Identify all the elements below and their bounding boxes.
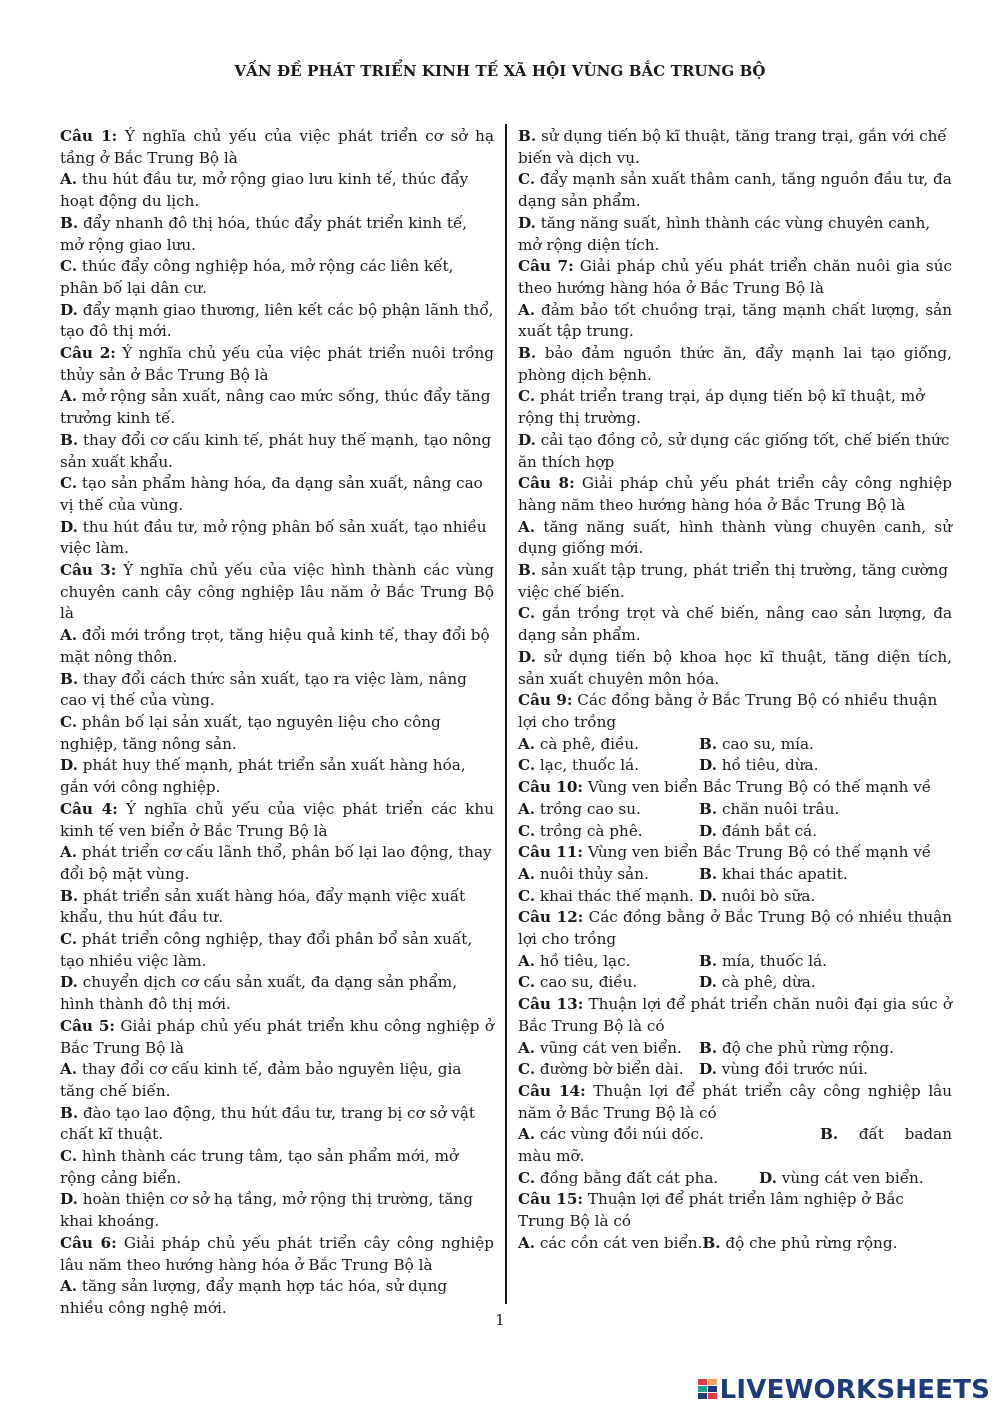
option-letter-d: D. <box>759 1168 777 1187</box>
option-letter-d: D. <box>60 1190 78 1209</box>
option-c[interactable]: phát triển trang trại, áp dụng tiến bộ kĩ thuật, mở rộng thị trường. <box>518 387 925 428</box>
option-letter-b: B. <box>60 886 79 905</box>
option-c[interactable]: phân bố lại sản xuất, tạo nguyên liệu cho công nghiệp, tăng nông sản. <box>60 712 441 753</box>
option-letter-a: A. <box>60 170 78 189</box>
question-stem: Thuận lợi để phát triển lâm nghiệp ở Bắc Trung Bộ là có <box>518 1190 904 1231</box>
question-label: Câu 13: <box>518 995 584 1014</box>
option-b[interactable]: đẩy nhanh đô thị hóa, thúc đẩy phát triển kinh tế, mở rộng giao lưu. <box>60 213 468 254</box>
option-letter-d: D. <box>699 821 717 840</box>
option-letter-a: A. <box>60 626 78 645</box>
option-letter-c: C. <box>60 257 78 276</box>
option-a-text: hồ tiêu, lạc. <box>535 951 631 970</box>
option-letter-d: D. <box>60 517 78 536</box>
option-c[interactable]: gắn trồng trọt và chế biến, nâng cao sản lượng, đa dạng sản phẩm. <box>518 604 952 645</box>
option-b[interactable] <box>820 1124 952 1146</box>
option-letter-c: C. <box>518 973 536 992</box>
option-b[interactable]: sử dụng tiến bộ kĩ thuật, tăng trang trại, gắn với chế biến và dịch vụ. <box>518 127 947 167</box>
option-letter-d: D. <box>699 1060 717 1079</box>
option-a-text: vũng cát ven biển. <box>535 1038 682 1057</box>
option-letter-a: A. <box>518 1125 536 1144</box>
option-b[interactable] <box>699 734 814 756</box>
question-label: Câu 4: <box>60 799 118 818</box>
option-c-text: khai thác thế mạnh. <box>535 886 694 905</box>
option-letter-b: B. <box>518 344 537 363</box>
option-letter-d: D. <box>699 756 717 775</box>
question-stem: Ý nghĩa chủ yếu của việc phát triển nuôi trồng thủy sản ở Bắc Trung Bộ là <box>60 344 494 384</box>
question-2 <box>60 343 494 560</box>
question-3 <box>60 560 494 799</box>
option-letter-c: C. <box>518 604 536 623</box>
option-letter-c: C. <box>518 756 536 775</box>
option-a[interactable]: phát triển cơ cấu lãnh thổ, phân bố lại lao động, thay đổi bộ mặt vùng. <box>60 843 492 883</box>
question-label: Câu 8: <box>518 474 575 493</box>
option-c[interactable] <box>518 755 699 777</box>
question-stem: Vùng ven biển Bắc Trung Bộ có thế mạnh về <box>583 778 932 797</box>
question-6-continued <box>518 126 952 256</box>
option-a-text: các vùng đồi núi dốc. <box>535 1125 704 1144</box>
option-a[interactable]: đổi mới trồng trọt, tăng hiệu quả kinh tế, thay đổi bộ mặt nông thôn. <box>60 626 490 666</box>
option-letter-d: D. <box>699 973 717 992</box>
question-stem: Giải pháp chủ yếu phát triển chăn nuôi gia súc theo hướng hàng hóa ở Bắc Trung Bộ là <box>518 257 952 297</box>
liveworksheets-logo[interactable] <box>698 1375 990 1405</box>
option-letter-a: A. <box>60 843 78 862</box>
option-c[interactable]: phát triển công nghiệp, thay đổi phân bổ sản xuất, tạo nhiều việc làm. <box>60 930 473 970</box>
option-letter-c: C. <box>60 712 78 731</box>
option-c[interactable] <box>518 972 699 994</box>
option-a[interactable]: mở rộng sản xuất, nâng cao mức sống, thúc đẩy tăng trưởng kinh tế. <box>60 387 491 428</box>
option-letter-b: B. <box>702 1233 721 1252</box>
option-letter-b: B. <box>699 799 718 818</box>
option-letter-d: D. <box>60 756 78 775</box>
option-d[interactable]: cải tạo đồng cỏ, sử dụng các giống tốt, chế biến thức ăn thích hợp <box>518 430 950 471</box>
option-letter-a: A. <box>60 1277 78 1296</box>
option-c[interactable]: tạo sản phẩm hàng hóa, đa dạng sản xuất, nâng cao vị thế của vùng. <box>60 474 483 514</box>
option-b[interactable] <box>699 951 827 973</box>
option-a[interactable]: thay đổi cơ cấu kinh tế, đảm bảo nguyên liệu, gia tăng chế biến. <box>60 1060 462 1100</box>
option-d[interactable] <box>699 821 817 843</box>
question-1 <box>60 126 494 343</box>
option-d[interactable] <box>699 755 818 777</box>
option-d[interactable] <box>699 972 816 994</box>
option-letter-b: B. <box>699 1038 718 1057</box>
question-stem: Ý nghĩa chủ yếu của việc phát triển cơ sở hạ tầng ở Bắc Trung Bộ là <box>60 127 494 167</box>
option-b-text: cao su, mía. <box>717 734 814 753</box>
option-b[interactable] <box>702 1234 897 1252</box>
option-letter-c: C. <box>60 474 78 493</box>
option-letter-b: B. <box>518 561 537 580</box>
option-letter-d: D. <box>60 300 78 319</box>
question-9 <box>518 690 952 777</box>
question-15 <box>518 1189 952 1254</box>
option-c[interactable] <box>518 886 699 908</box>
option-b[interactable]: phát triển sản xuất hàng hóa, đẩy mạnh việc xuất khẩu, thu hút đầu tư. <box>60 886 466 927</box>
page-number: 1 <box>495 1311 505 1329</box>
option-letter-d: D. <box>699 886 717 905</box>
option-b-word: badan <box>904 1125 952 1144</box>
option-letter-c: C. <box>518 387 536 406</box>
question-stem: Ý nghĩa chủ yếu của việc hình thành các vùng chuyên canh cây công nghiệp lâu năm ở Bắc Trung Bộ là <box>60 561 494 623</box>
option-b[interactable]: sản xuất tập trung, phát triển thị trường, tăng cường việc chế biến. <box>518 561 949 601</box>
option-b[interactable] <box>699 1038 894 1060</box>
option-d-text: đánh bắt cá. <box>716 821 818 840</box>
question-stem: Các đồng bằng ở Bắc Trung Bộ có nhiều thuận lợi cho trồng <box>518 691 938 731</box>
option-a[interactable]: thu hút đầu tư, mở rộng giao lưu kinh tế, thúc đẩy hoạt động du lịch. <box>60 170 469 211</box>
question-stem: Các đồng bằng ở Bắc Trung Bộ có nhiều thuận lợi cho trồng <box>518 908 953 949</box>
question-12 <box>518 907 952 994</box>
option-b[interactable]: thay đổi cách thức sản xuất, tạo ra việc làm, nâng cao vị thế của vùng. <box>60 669 467 710</box>
option-d-text: nuôi bò sữa. <box>716 886 816 905</box>
option-b-text: khai thác apatit. <box>717 864 848 883</box>
option-letter-a: A. <box>518 799 536 818</box>
option-b-word: đất <box>858 1125 884 1144</box>
option-b[interactable] <box>699 864 848 886</box>
option-d-text: vùng cát ven biển. <box>776 1168 924 1187</box>
option-c-text: đường bờ biển dài. <box>535 1060 684 1079</box>
option-letter-d: D. <box>60 973 78 992</box>
option-a[interactable]: tăng sản lượng, đẩy mạnh hợp tác hóa, sử dụng nhiều công nghệ mới. <box>60 1277 448 1317</box>
option-b[interactable]: đào tạo lao động, thu hút đầu tư, trang bị cơ sở vật chất kĩ thuật. <box>60 1103 476 1144</box>
question-6 <box>60 1233 494 1320</box>
option-d[interactable]: đẩy mạnh giao thương, liên kết các bộ phận lãnh thổ, tạo đô thị mới. <box>60 300 494 341</box>
question-11 <box>518 842 952 907</box>
option-a-text: các cồn cát ven biển. <box>535 1233 703 1252</box>
question-label: Câu 5: <box>60 1016 116 1035</box>
option-b-text: chăn nuôi trâu. <box>717 799 840 818</box>
option-d[interactable] <box>699 886 815 908</box>
question-10 <box>518 777 952 842</box>
option-a[interactable]: tăng năng suất, hình thành vùng chuyên canh, sử dụng giống mới. <box>518 517 952 558</box>
option-c[interactable]: thúc đẩy công nghiệp hóa, mở rộng các liên kết, phân bố lại dân cư. <box>60 257 454 297</box>
option-letter-c: C. <box>60 930 78 949</box>
option-d[interactable]: tăng năng suất, hình thành các vùng chuyên canh, mở rộng diện tích. <box>518 213 931 254</box>
option-c[interactable] <box>518 1168 759 1190</box>
option-letter-b: B. <box>699 951 718 970</box>
question-label: Câu 7: <box>518 257 574 276</box>
question-label: Câu 1: <box>60 127 118 145</box>
option-a[interactable] <box>518 1124 704 1146</box>
option-d-text: vùng đồi trước núi. <box>716 1060 869 1079</box>
option-a[interactable] <box>518 799 699 821</box>
option-c-text: đồng bằng đất cát pha. <box>535 1168 719 1187</box>
question-stem: Thuận lợi để phát triển cây công nghiệp lâu năm ở Bắc Trung Bộ là có <box>518 1081 953 1122</box>
option-d[interactable] <box>759 1168 924 1190</box>
option-a[interactable]: đảm bảo tốt chuồng trại, tăng mạnh chất lượng, sản xuất tập trung. <box>518 300 952 341</box>
option-letter-a: A. <box>518 1038 536 1057</box>
option-letter-a: A. <box>60 1060 78 1079</box>
option-d[interactable]: hoàn thiện cơ sở hạ tầng, mở rộng thị trường, tăng khai khoáng. <box>60 1190 473 1231</box>
question-label: Câu 10: <box>518 778 583 797</box>
question-stem: Ý nghĩa chủ yếu của việc phát triển các khu kinh tế ven biển ở Bắc Trung Bộ là <box>60 799 494 840</box>
question-label: Câu 12: <box>518 908 584 927</box>
option-c-text: trồng cà phê. <box>535 821 643 840</box>
option-b-text: độ che phủ rừng rộng. <box>717 1038 894 1057</box>
option-letter-c: C. <box>518 1168 536 1187</box>
option-c[interactable] <box>518 1059 699 1081</box>
question-label: Câu 9: <box>518 691 573 710</box>
option-c-text: cao su, điều. <box>535 973 638 992</box>
question-4 <box>60 799 494 1016</box>
question-stem: Giải pháp chủ yếu phát triển cây công nghiệp hàng năm theo hướng hàng hóa ở Bắc Trung Bộ là <box>518 474 952 514</box>
option-c-text: lạc, thuốc lá. <box>535 756 640 775</box>
right-column <box>518 126 952 1255</box>
option-letter-c: C. <box>518 821 536 840</box>
option-a[interactable] <box>518 734 699 756</box>
column-divider <box>505 124 507 1304</box>
option-letter-b: B. <box>518 127 537 145</box>
option-letter-c: C. <box>518 886 536 905</box>
option-letter-c: C. <box>518 170 536 189</box>
option-letter-c: C. <box>518 1060 536 1079</box>
question-stem: Giải pháp chủ yếu phát triển khu công nghiệp ở Bắc Trung Bộ là <box>60 1016 494 1057</box>
option-b[interactable]: bảo đảm nguồn thức ăn, đẩy mạnh lai tạo giống, phòng dịch bệnh. <box>518 344 952 384</box>
option-c[interactable] <box>518 821 699 843</box>
option-d[interactable]: chuyển dịch cơ cấu sản xuất, đa dạng sản phẩm, hình thành đô thị mới. <box>60 973 458 1014</box>
left-column <box>60 126 494 1320</box>
question-label: Câu 6: <box>60 1233 117 1252</box>
question-stem: Vùng ven biển Bắc Trung Bộ có thế mạnh về <box>583 843 932 862</box>
option-b-text: mía, thuốc lá. <box>717 951 827 970</box>
question-8 <box>518 473 952 690</box>
option-d-text: cà phê, dừa. <box>716 973 816 992</box>
question-13 <box>518 994 952 1081</box>
question-label: Câu 3: <box>60 561 117 580</box>
option-a[interactable] <box>518 1234 702 1252</box>
option-b[interactable] <box>699 799 839 821</box>
option-b[interactable]: thay đổi cơ cấu kinh tế, phát huy thế mạnh, tạo nông sản xuất khẩu. <box>60 430 492 471</box>
option-d[interactable]: phát huy thế mạnh, phát triển sản xuất hàng hóa, gắn với công nghiệp. <box>60 756 466 797</box>
question-label: Câu 2: <box>60 344 116 363</box>
option-a-text: trồng cao su. <box>535 799 641 818</box>
question-14 <box>518 1081 952 1190</box>
option-a-text: nuôi thủy sản. <box>535 864 649 883</box>
question-5 <box>60 1016 494 1233</box>
option-letter-a: A. <box>518 864 536 883</box>
option-letter-d: D. <box>518 647 536 666</box>
option-letter-b: B. <box>820 1125 839 1144</box>
question-7 <box>518 256 952 473</box>
option-letter-a: A. <box>518 1233 536 1252</box>
option-letter-a: A. <box>60 387 78 406</box>
option-letter-d: D. <box>518 430 536 449</box>
option-letter-b: B. <box>60 669 79 688</box>
option-a[interactable] <box>518 1038 699 1060</box>
option-letter-b: B. <box>60 1103 79 1122</box>
page-title: VẤN ĐỀ PHÁT TRIỂN KINH TẾ XÃ HỘI VÙNG BẮC TRUNG BỘ <box>234 62 766 80</box>
option-a-text: cà phê, điều. <box>535 734 639 753</box>
option-letter-b: B. <box>699 864 718 883</box>
option-letter-a: A. <box>518 300 536 319</box>
option-letter-c: C. <box>60 1147 78 1166</box>
question-stem: Giải pháp chủ yếu phát triển cây công nghiệp lâu năm theo hướng hàng hóa ở Bắc Trung Bộ là <box>60 1233 494 1274</box>
option-b-continued: màu mỡ. <box>518 1147 585 1166</box>
option-letter-a: A. <box>518 734 536 753</box>
option-a[interactable] <box>518 951 699 973</box>
option-letter-b: B. <box>699 734 718 753</box>
option-d-text: hồ tiêu, dừa. <box>716 756 819 775</box>
option-a[interactable] <box>518 864 699 886</box>
option-letter-b: B. <box>60 430 79 449</box>
option-letter-b: B. <box>60 213 79 232</box>
option-letter-a: A. <box>518 951 536 970</box>
question-label: Câu 14: <box>518 1081 586 1100</box>
option-c[interactable]: hình thành các trung tâm, tạo sản phẩm mới, mở rộng cảng biển. <box>60 1147 459 1187</box>
brand-name: LIVEWORKSHEETS <box>719 1375 990 1405</box>
question-stem: Thuận lợi để phát triển chăn nuôi đại gia súc ở Bắc Trung Bộ là có <box>518 995 952 1035</box>
liveworksheets-icon <box>698 1379 718 1401</box>
option-c[interactable]: đẩy mạnh sản xuất thâm canh, tăng nguồn đầu tư, đa dạng sản phẩm. <box>518 170 952 211</box>
option-d[interactable] <box>699 1059 868 1081</box>
option-d[interactable]: thu hút đầu tư, mở rộng phân bố sản xuất, tạo nhiều việc làm. <box>60 517 487 558</box>
option-letter-d: D. <box>518 213 536 232</box>
question-label: Câu 11: <box>518 843 583 862</box>
option-letter-a: A. <box>518 517 536 536</box>
option-d[interactable]: sử dụng tiến bộ khoa học kĩ thuật, tăng diện tích, sản xuất chuyên môn hóa. <box>518 647 952 688</box>
option-b-text: độ che phủ rừng rộng. <box>720 1233 898 1252</box>
question-label: Câu 15: <box>518 1190 583 1209</box>
